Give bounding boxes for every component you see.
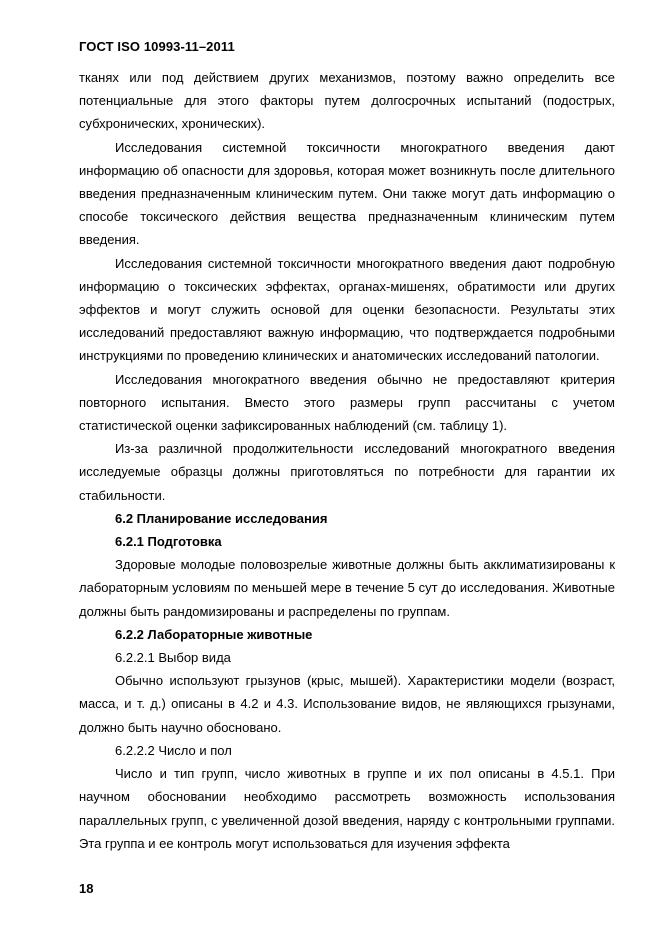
paragraph-continuation: тканях или под действием других механизмов, поэтому важно определить все потенциальные для этого факторы путем долгосрочных испытаний (подострых, субхронических, хронических).	[79, 70, 615, 132]
subsection-heading-6-2-2-2: 6.2.2.2 Число и пол	[115, 742, 232, 758]
document-header: ГОСТ ISO 10993-11–2011	[79, 39, 235, 54]
section-heading-6-2-2: 6.2.2 Лабораторные животные	[115, 626, 313, 642]
subsection-heading-6-2-2-1: 6.2.2.1 Выбор вида	[115, 650, 231, 666]
page-number: 18	[79, 881, 94, 896]
paragraph: Из-за различной продолжительности исследований многократного введения исследуемые образцы должны приготовляться по потребности для гарантии их стабильности.	[79, 441, 615, 503]
document-body	[79, 66, 615, 855]
paragraph: Обычно используют грызунов (крыс, мышей). Характеристики модели (возраст, масса, и т. д.) описаны в 4.2 и 4.3. Использование видов, не являющихся грызунами, должно быть научно обосновано.	[79, 673, 615, 735]
paragraph: Здоровые молодые половозрелые животные должны быть акклиматизированы к лабораторным условиям по меньшей мере в течение 5 сут до исследования. Животные должны быть рандомизированы и распределены по группам.	[79, 557, 615, 619]
section-heading-6-2-1: 6.2.1 Подготовка	[115, 534, 222, 550]
paragraph: Исследования системной токсичности многократного введения дают подробную информацию о токсических эффектах, органах-мишенях, обратимости или других эффектов и могут служить основой для оценки безопасности. Результаты этих исследований предоставляют важную информацию, что подтверждается подробными инструкциями по проведению клинических и анатомических исследований патологии.	[79, 255, 615, 364]
section-heading-6-2: 6.2 Планирование исследования	[115, 510, 328, 526]
paragraph: Исследования многократного введения обычно не предоставляют критерия повторного испытания. Вместо этого размеры групп рассчитаны с учетом статистической оценки зафиксированных наблюдений (см. таблицу 1).	[79, 371, 615, 434]
paragraph: Исследования системной токсичности многократного введения дают информацию об опасности для здоровья, которая может возникнуть после длительного введения предназначенным клиническим путем. Они также могут дать информацию о способе токсического действия вещества предназначенным клиническим путем введения.	[79, 139, 615, 248]
paragraph: Число и тип групп, число животных в группе и их пол описаны в 4.5.1. При научном обосновании необходимо рассмотреть возможность использования параллельных групп, с увеличенной дозой введения, наряду с контрольными группами. Эта группа и ее контроль могут использоваться для изучения эффекта	[79, 766, 615, 851]
